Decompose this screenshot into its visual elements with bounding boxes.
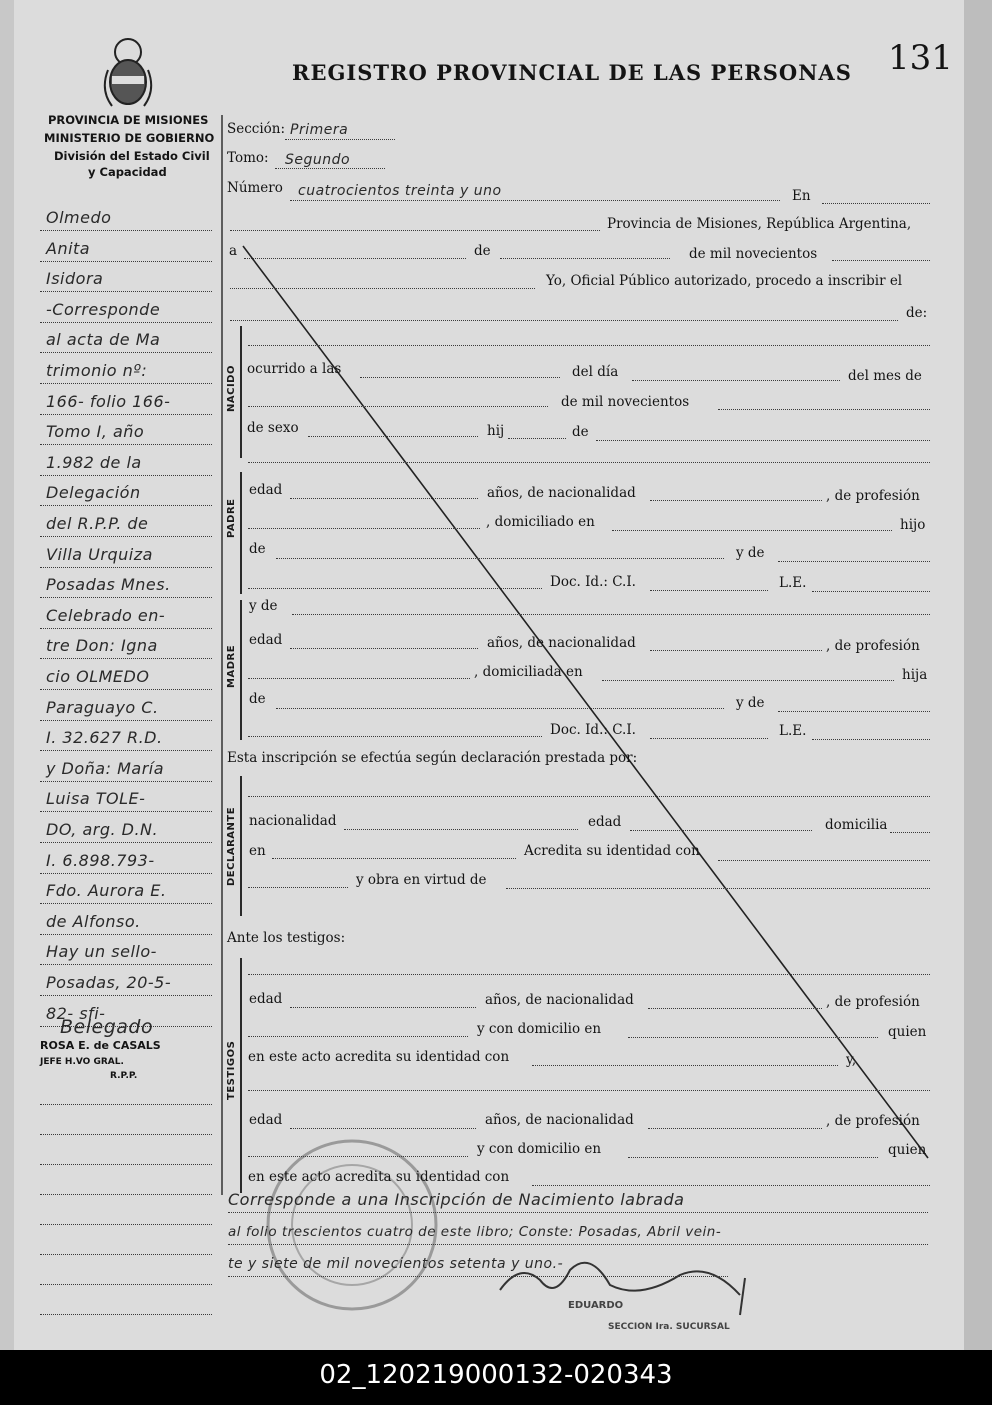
coat-of-arms-icon [105, 39, 151, 106]
margin-note-line: 166- folio 166- [46, 391, 171, 411]
declarante-domicilia-label: domicilia [825, 817, 888, 833]
testigo1-anos-label: años, de nacionalidad [485, 992, 634, 1008]
margin-stamp-line-1: ROSA E. de CASALS [40, 1039, 161, 1052]
padre-dom-line [612, 530, 892, 531]
de-line [500, 258, 670, 259]
padre-le-label: L.E. [779, 575, 807, 591]
margin-note-line: cio OLMEDO [46, 667, 150, 686]
tomo-line [275, 168, 385, 169]
madre-section-label: MADRE [226, 644, 237, 688]
madre-y-de-top-line [292, 614, 930, 615]
margin-note-line: I. 6.898.793- [46, 850, 155, 870]
declarante-acredita-line [718, 860, 930, 861]
numero-label: Número [227, 180, 283, 196]
margin-note-rule [40, 475, 212, 476]
mes-line [248, 406, 548, 407]
margin-note-rule [40, 658, 212, 659]
margin-stamp-line-2: JEFE H.VO GRAL. [40, 1057, 124, 1067]
margin-note-rule [40, 322, 212, 323]
testigo1-quien-label: quien [888, 1024, 927, 1040]
closing-line-3 [228, 1276, 728, 1277]
org-line-4: y Capacidad [88, 165, 167, 179]
testigo2-domicilio-label: y con domicilio en [477, 1141, 602, 1157]
declarante-section-label: DECLARANTE [226, 806, 237, 886]
padre-nac-line [650, 500, 822, 501]
margin-note-line: Anita [46, 238, 91, 258]
testigo2-acredita-label: en este acto acredita su identidad con [248, 1169, 510, 1185]
line-blank-2 [230, 288, 535, 289]
padre-edad-line [290, 498, 478, 499]
padre-doc-label: Doc. Id.: C.I. [550, 574, 636, 590]
sexo-line [308, 436, 478, 437]
madre-anos-label: años, de nacionalidad [487, 635, 636, 651]
closing-line-1 [228, 1212, 928, 1213]
margin-note-rule [40, 505, 212, 506]
declarante-en-label: en [249, 843, 266, 859]
nacido-mil-novecientos: de mil novecientos [561, 394, 690, 410]
dia-line [632, 380, 840, 381]
padre-domiciliado-label: , domiciliado en [486, 514, 595, 530]
declarante-intro: Esta inscripción se efectúa según declaración prestada por: [227, 750, 638, 766]
margin-note-rule [40, 628, 212, 629]
declarante-edad-line [630, 830, 812, 831]
a-line [244, 258, 466, 259]
line-blank-3 [230, 320, 898, 321]
margin-empty-rule [40, 1104, 212, 1105]
madre-le-label: L.E. [779, 723, 807, 739]
madre-y-de-top-label: y de [249, 598, 278, 614]
margin-note-line: Fdo. Aurora E. [46, 881, 167, 901]
margin-note-rule [40, 567, 212, 568]
testigo2-acredita-line [532, 1185, 930, 1186]
tomo-value: Segundo [285, 152, 351, 168]
madre-ci-line [650, 738, 768, 739]
declarante-obra-line [506, 888, 930, 889]
margin-note-rule [40, 873, 212, 874]
margin-note-line: I. 32.627 R.D. [46, 728, 163, 748]
padre-y-de-label: y de [736, 545, 765, 561]
ocurrido-label: ocurrido a las [247, 361, 342, 377]
margin-empty-rule [40, 1284, 212, 1285]
del-mes-label: del mes de [848, 368, 922, 384]
declarante-nac-label: nacionalidad [249, 813, 337, 829]
testigos-line-1 [248, 974, 930, 975]
margin-note-line: Olmedo [46, 208, 112, 227]
declarante-edad-label: edad [588, 814, 622, 830]
margin-note-rule [40, 903, 212, 904]
margin-note-line: del R.P.P. de [46, 514, 149, 533]
provincia-text: Provincia de Misiones, República Argentina, [607, 216, 912, 232]
testigo1-profesion-label: , de profesión [826, 994, 920, 1010]
margin-note-rule [40, 995, 212, 996]
testigo1-dom-line [628, 1037, 878, 1038]
page-title: REGISTRO PROVINCIAL DE LAS PERSONAS [292, 60, 852, 85]
margin-note-line: tre Don: Igna [46, 636, 158, 656]
margin-note-line: Paraguayo C. [46, 697, 159, 717]
margin-note-rule [40, 811, 212, 812]
line-blank-1 [230, 230, 600, 231]
nacido-line-last [248, 462, 930, 463]
margin-note-line: 82- sfi- [46, 1003, 106, 1023]
padre-prof-line [248, 528, 480, 529]
margin-empty-rule [40, 1194, 212, 1195]
testigo2-edad-label: edad [249, 1112, 283, 1128]
madre-le-line [812, 739, 930, 740]
padre-y-de-line [778, 561, 930, 562]
official-stamp-line-1: EDUARDO [568, 1300, 624, 1311]
testigo1-edad-label: edad [249, 991, 283, 1007]
testigo1-acredita-line [532, 1065, 838, 1066]
margin-note-line: DO, arg. D.N. [46, 820, 159, 839]
margin-signature: Belegado [60, 1016, 154, 1038]
sexo-label: de sexo [247, 420, 299, 436]
a-label: a [229, 243, 238, 259]
madre-prof-line [248, 678, 470, 679]
tomo-label: Tomo: [227, 150, 269, 166]
margin-note-rule [40, 444, 212, 445]
seccion-label: Sección: [227, 121, 286, 137]
margin-note-line: 1.982 de la [46, 452, 142, 472]
declarante-en-line [272, 858, 516, 859]
margin-note-rule [40, 597, 212, 598]
nacido-de-label: de [572, 424, 589, 440]
margin-note-line: Posadas, 20-5- [46, 973, 172, 992]
declarante-dom-line [890, 832, 930, 833]
testigo1-acredita-label: en este acto acredita su identidad con [248, 1049, 510, 1065]
en-label: En [792, 188, 811, 204]
testigo2-prof-line [248, 1156, 468, 1157]
nacido-section-label: NACIDO [226, 365, 237, 412]
madre-doc-blank [248, 736, 542, 737]
testigos-section-label: TESTIGOS [226, 1040, 237, 1100]
madre-de-line [276, 708, 724, 709]
madre-doc-label: Doc. Id.: C.I. [550, 722, 636, 738]
declarante-line-1 [248, 796, 930, 797]
margin-note-rule [40, 689, 212, 690]
nacido-bar [240, 326, 242, 458]
margin-note-rule [40, 291, 212, 292]
padre-profesion-label: , de profesión [826, 488, 920, 504]
nacido-year-line [718, 409, 930, 410]
seccion-line [285, 139, 395, 140]
org-line-2: MINISTERIO DE GOBIERNO [44, 131, 215, 145]
margin-note-line: Isidora [46, 269, 104, 289]
testigos-bar [240, 958, 242, 1193]
margin-empty-rule [40, 1134, 212, 1135]
margin-note-rule [40, 964, 212, 965]
margin-note-rule [40, 842, 212, 843]
nacido-de-line [596, 440, 930, 441]
padre-hijo-label: hijo [900, 517, 926, 533]
madre-domiciliada-label: , domiciliada en [474, 664, 583, 680]
closing-line-2 [228, 1244, 928, 1245]
testigo2-profesion-label: , de profesión [826, 1113, 920, 1129]
mil-novecientos-label: de mil novecientos [689, 246, 818, 262]
margin-note-line: Luisa TOLE- [46, 789, 146, 809]
padre-le-line [812, 591, 930, 592]
margin-note-rule [40, 720, 212, 721]
closing-note-line-2: al folio trescientos cuatro de este libro; Conste: Posadas, Abril vein- [228, 1224, 722, 1240]
declarante-bar [240, 776, 242, 916]
margin-note-rule [40, 383, 212, 384]
margin-note-rule [40, 536, 212, 537]
margin-note-line: de Alfonso. [46, 911, 141, 931]
margin-empty-rule [40, 1314, 212, 1315]
margin-note-line: al acta de Ma [46, 330, 161, 350]
declarante-nac-line [344, 829, 578, 830]
hij-label: hij [487, 423, 505, 439]
en-line [822, 203, 930, 204]
testigo2-line-1 [248, 1090, 930, 1091]
testigo2-anos-label: años, de nacionalidad [485, 1112, 634, 1128]
margin-stamp-line-3: R.P.P. [110, 1071, 138, 1081]
numero-value: cuatrocientos treinta y uno [298, 183, 502, 199]
closing-note-line-1: Corresponde a una Inscripción de Nacimiento labrada [228, 1190, 685, 1209]
madre-de-label: de [249, 691, 266, 707]
de-colon-label: de: [906, 305, 928, 321]
margin-note-rule [40, 230, 212, 231]
testigo2-edad-line [290, 1128, 476, 1129]
hij-line [508, 438, 566, 439]
testigo1-nac-line [648, 1008, 822, 1009]
margin-note-line: Tomo I, año [46, 422, 145, 442]
testigo1-y-label: y, [846, 1052, 857, 1068]
year-line [832, 260, 930, 261]
margin-note-line: Celebrado en- [46, 605, 166, 625]
closing-note-line-3: te y siete de mil novecientos setenta y uno.- [228, 1256, 564, 1272]
madre-nac-line [650, 650, 822, 651]
padre-bar [240, 472, 242, 594]
padre-de-line [276, 558, 724, 559]
madre-bar [240, 600, 242, 740]
del-dia-label: del día [572, 364, 619, 380]
margin-empty-rule [40, 1164, 212, 1165]
testigo1-domicilio-label: y con domicilio en [477, 1021, 602, 1037]
madre-profesion-label: , de profesión [826, 638, 920, 654]
testigo2-quien-label: quien [888, 1142, 927, 1158]
padre-anos-label: años, de nacionalidad [487, 485, 636, 501]
padre-de-label: de [249, 541, 266, 557]
declarante-obra-blank [248, 887, 348, 888]
margin-note-line: Delegación [46, 483, 141, 503]
margin-note-line: trimonio nº: [46, 361, 148, 380]
margin-note-rule [40, 781, 212, 782]
margin-empty-rule [40, 1224, 212, 1225]
nacido-line-1 [248, 345, 930, 346]
margin-note-rule [40, 261, 212, 262]
padre-doc-blank [248, 588, 542, 589]
padre-ci-line [650, 590, 768, 591]
margin-note-line: -Corresponde [46, 299, 161, 319]
testigo1-edad-line [290, 1007, 476, 1008]
madre-edad-line [290, 648, 478, 649]
org-line-3: División del Estado Civil [54, 149, 210, 163]
margin-note-rule [40, 414, 212, 415]
margin-empty-rule [40, 1254, 212, 1255]
testigos-intro: Ante los testigos: [227, 930, 346, 946]
padre-edad-label: edad [249, 482, 283, 498]
padre-section-label: PADRE [226, 498, 237, 538]
testigo2-nac-line [648, 1128, 822, 1129]
folio-number: 131 [888, 38, 953, 78]
madre-hija-label: hija [902, 667, 928, 683]
yo-oficial-text: Yo, Oficial Público autorizado, procedo a inscribir el [546, 273, 903, 289]
declarante-obra-label: y obra en virtud de [356, 872, 487, 888]
de-label: de [474, 243, 491, 259]
margin-note-rule [40, 750, 212, 751]
madre-dom-line [602, 680, 894, 681]
testigo2-dom-line [628, 1157, 878, 1158]
official-stamp-line-2: SECCION Ira. SUCURSAL [608, 1322, 730, 1332]
margin-note-line: Posadas Mnes. [46, 575, 171, 595]
seccion-value: Primera [290, 122, 349, 138]
hora-line [360, 377, 560, 378]
margin-note-rule [40, 934, 212, 935]
margin-note-line: Hay un sello- [46, 942, 157, 962]
margin-note-line: Villa Urquiza [46, 544, 153, 564]
org-line-1: PROVINCIA DE MISIONES [48, 113, 209, 127]
testigo1-prof-line [248, 1036, 468, 1037]
margin-note-rule [40, 352, 212, 353]
declarante-acredita-label: Acredita su identidad con [524, 843, 700, 859]
numero-line [290, 200, 780, 201]
document-code: 02_120219000132-020343 [319, 1360, 673, 1390]
margin-note-line: y Doña: María [46, 758, 165, 778]
madre-edad-label: edad [249, 632, 283, 648]
madre-y-de-label: y de [736, 695, 765, 711]
madre-y-de-line [778, 711, 930, 712]
